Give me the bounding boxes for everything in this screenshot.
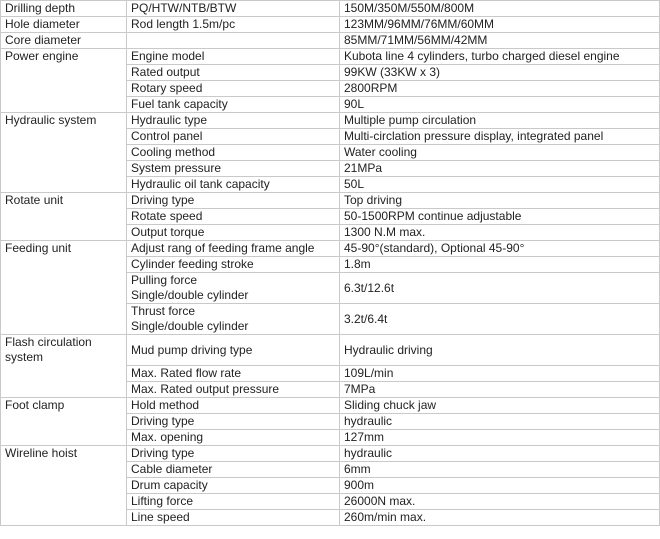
spec-row: [1, 33, 660, 49]
spec-value: Hydraulic driving: [340, 335, 660, 366]
spec-value: 50-1500RPM continue adjustable: [340, 209, 660, 225]
spec-row: [1, 241, 660, 257]
spec-row: [1, 113, 660, 129]
spec-value: 6.3t/12.6t: [340, 273, 660, 304]
spec-row: [1, 49, 660, 65]
spec-value: 123MM/96MM/76MM/60MM: [340, 17, 660, 33]
spec-parameter: Max. opening: [127, 430, 340, 446]
spec-category: Hydraulic system: [1, 113, 127, 193]
spec-parameter: Max. Rated output pressure: [127, 382, 340, 398]
spec-category: Feeding unit: [1, 241, 127, 335]
spec-value: 260m/min max.: [340, 510, 660, 526]
spec-category: Power engine: [1, 49, 127, 113]
spec-value: hydraulic: [340, 414, 660, 430]
spec-parameter: Thrust force Single/double cylinder: [127, 304, 340, 335]
spec-parameter: Rod length 1.5m/pc: [127, 17, 340, 33]
spec-value: 3.2t/6.4t: [340, 304, 660, 335]
spec-parameter: Rotate speed: [127, 209, 340, 225]
spec-parameter: Lifting force: [127, 494, 340, 510]
spec-parameter: Hydraulic type: [127, 113, 340, 129]
spec-category: Foot clamp: [1, 398, 127, 446]
spec-parameter: Driving type: [127, 414, 340, 430]
spec-row: [1, 446, 660, 462]
spec-parameter: Max. Rated flow rate: [127, 366, 340, 382]
spec-row: [1, 1, 660, 17]
spec-value: 26000N max.: [340, 494, 660, 510]
spec-row: [1, 335, 660, 366]
spec-parameter: Output torque: [127, 225, 340, 241]
spec-category: Core diameter: [1, 33, 127, 49]
spec-parameter: Rotary speed: [127, 81, 340, 97]
spec-category: Drilling depth: [1, 1, 127, 17]
spec-value: 1.8m: [340, 257, 660, 273]
spec-value: 21MPa: [340, 161, 660, 177]
spec-category: Hole diameter: [1, 17, 127, 33]
spec-value: Water cooling: [340, 145, 660, 161]
spec-row: [1, 193, 660, 209]
spec-category: Rotate unit: [1, 193, 127, 241]
spec-value: 6mm: [340, 462, 660, 478]
spec-value: hydraulic: [340, 446, 660, 462]
spec-value: Multiple pump circulation: [340, 113, 660, 129]
spec-parameter: PQ/HTW/NTB/BTW: [127, 1, 340, 17]
spec-parameter: Driving type: [127, 446, 340, 462]
spec-value: 900m: [340, 478, 660, 494]
spec-parameter: Cylinder feeding stroke: [127, 257, 340, 273]
spec-value: Sliding chuck jaw: [340, 398, 660, 414]
spec-row: [1, 17, 660, 33]
spec-value: 2800RPM: [340, 81, 660, 97]
spec-parameter: Drum capacity: [127, 478, 340, 494]
spec-parameter: System pressure: [127, 161, 340, 177]
spec-parameter: Fuel tank capacity: [127, 97, 340, 113]
spec-parameter: Rated output: [127, 65, 340, 81]
spec-value: Kubota line 4 cylinders, turbo charged diesel engine: [340, 49, 660, 65]
spec-row: [1, 398, 660, 414]
spec-value: 50L: [340, 177, 660, 193]
spec-value: 150M/350M/550M/800M: [340, 1, 660, 17]
spec-value: 109L/min: [340, 366, 660, 382]
spec-parameter: Adjust rang of feeding frame angle: [127, 241, 340, 257]
spec-parameter: Control panel: [127, 129, 340, 145]
spec-parameter: Hydraulic oil tank capacity: [127, 177, 340, 193]
spec-parameter: Cooling method: [127, 145, 340, 161]
spec-value: 45-90°(standard), Optional 45-90°: [340, 241, 660, 257]
spec-category: Wireline hoist: [1, 446, 127, 526]
spec-value: Multi-circlation pressure display, integrated panel: [340, 129, 660, 145]
specifications-table-body: [1, 1, 660, 526]
spec-parameter: Engine model: [127, 49, 340, 65]
spec-parameter: [127, 33, 340, 49]
spec-parameter: Mud pump driving type: [127, 335, 340, 366]
spec-parameter: Pulling force Single/double cylinder: [127, 273, 340, 304]
spec-value: 7MPa: [340, 382, 660, 398]
spec-parameter: Line speed: [127, 510, 340, 526]
spec-parameter: Hold method: [127, 398, 340, 414]
spec-value: 99KW (33KW x 3): [340, 65, 660, 81]
spec-value: 1300 N.M max.: [340, 225, 660, 241]
spec-parameter: Driving type: [127, 193, 340, 209]
spec-value: 85MM/71MM/56MM/42MM: [340, 33, 660, 49]
spec-value: 90L: [340, 97, 660, 113]
spec-category: Flash circulation system: [1, 335, 127, 398]
spec-value: Top driving: [340, 193, 660, 209]
spec-value: 127mm: [340, 430, 660, 446]
spec-parameter: Cable diameter: [127, 462, 340, 478]
